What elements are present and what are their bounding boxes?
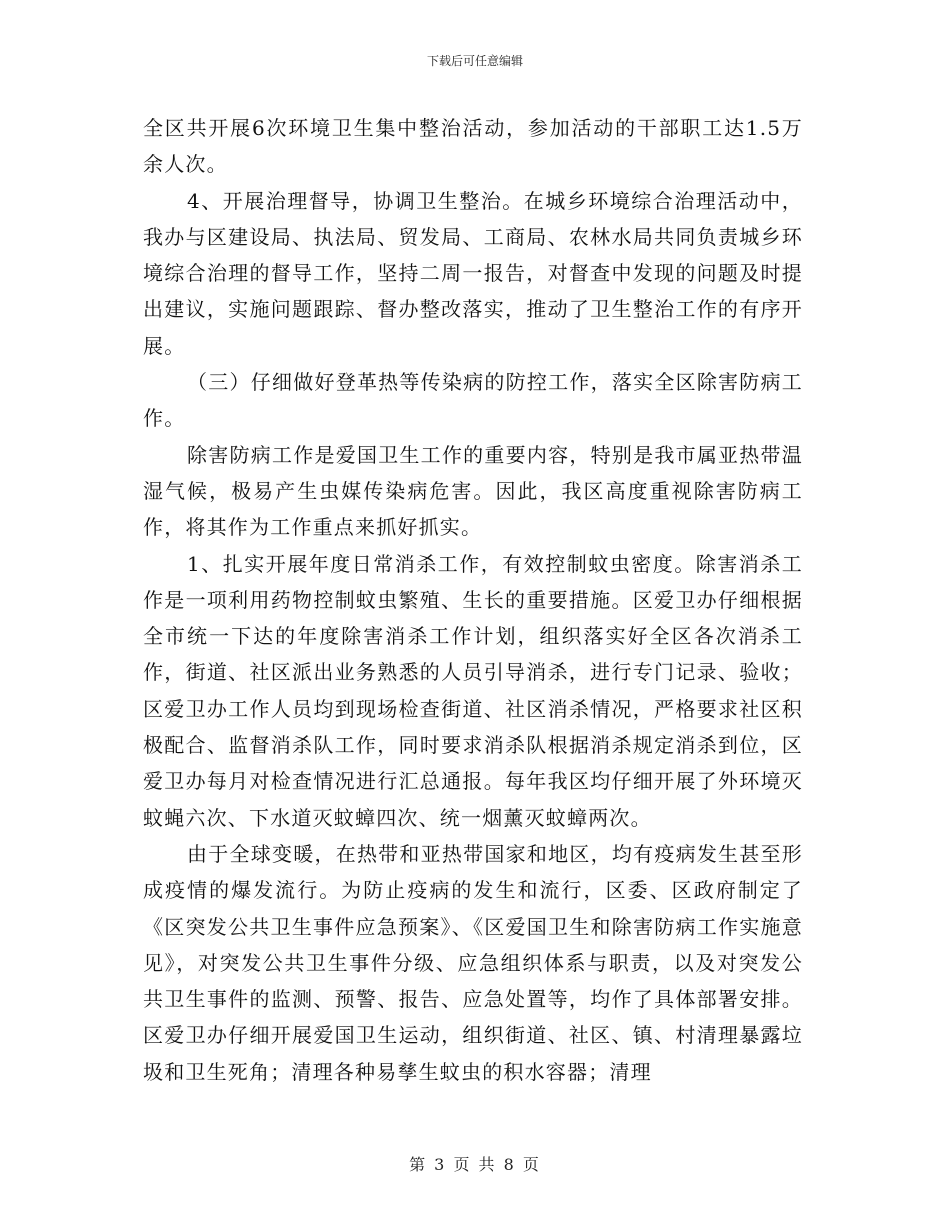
section-heading: （三）仔细做好登革热等传染病的防控工作，落实全区除害防病工作。 xyxy=(143,370,803,431)
paragraph: 4、开展治理督导，协调卫生整治。在城乡环境综合治理活动中，我办与区建设局、执法局、贸发局、工商局、农林水局共同负责城乡环境综合治理的督导工作，坚持二周一报告，对督查中发现的问题及时提出建议，实施问题跟踪、督办整改落实，推动了卫生整治工作的有序开展。 xyxy=(143,188,803,358)
page-header: 下载后可任意编辑 xyxy=(426,54,523,68)
document-body xyxy=(143,110,803,1090)
paragraph: 全区共开展6次环境卫生集中整治活动，参加活动的干部职工达1.5万余人次。 xyxy=(143,116,803,177)
paragraph: 除害防病工作是爱国卫生工作的重要内容，特别是我市属亚热带温湿气候，极易产生虫媒传染病危害。因此，我区高度重视除害防病工作，将其作为工作重点来抓好抓实。 xyxy=(143,442,803,540)
page-number-footer: 第 3 页 共 8 页 xyxy=(409,1155,541,1174)
paragraph: 1、扎实开展年度日常消杀工作，有效控制蚊虫密度。除害消杀工作是一项利用药物控制蚊虫繁殖、生长的重要措施。区爱卫办仔细根据全市统一下达的年度除害消杀工作计划，组织落实好全区各次消杀工作，街道、社区派出业务熟悉的人员引导消杀，进行专门记录、验收；区爱卫办工作人员均到现场检查街道、社区消杀情况，严格要求社区积极配合、监督消杀队工作，同时要求消杀队根据消杀规定消杀到位，区爱卫办每月对检查情况进行汇总通报。每年我区均仔细开展了外环境灭蚊蝇六次、下水道灭蚊蟑四次、统一烟薰灭蚊蟑两次。 xyxy=(143,551,803,830)
paragraph: 由于全球变暖，在热带和亚热带国家和地区，均有疫病发生甚至形成疫情的爆发流行。为防止疫病的发生和流行，区委、区政府制定了《区突发公共卫生事件应急预案》、《区爱国卫生和除害防病工作实施意见》，对突发公共卫生事件分级、应急组织体系与职责，以及对突发公共卫生事件的监测、预警、报告、应急处置等，均作了具体部署安排。区爱卫办仔细开展爱国卫生运动，组织街道、社区、镇、村清理暴露垃圾和卫生死角；清理各种易孳生蚊虫的积水容器；清理 xyxy=(143,841,803,1084)
